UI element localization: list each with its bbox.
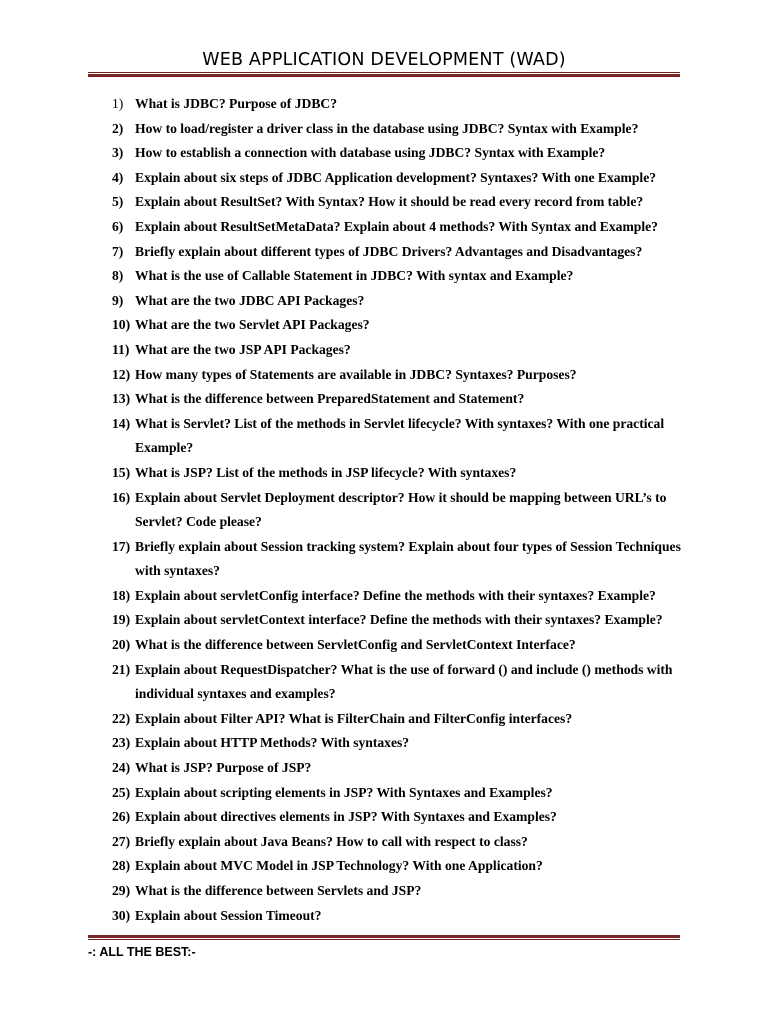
question-text: Explain about Servlet Deployment descriptor? How it should be mapping between URL’s to Servlet? Code please? (135, 489, 667, 530)
question-item (0, 904, 768, 929)
question-text: Explain about ResultSet? With Syntax? How it should be read every record from table? (135, 194, 644, 210)
question-number: 1) (112, 96, 124, 111)
question-number: 22) (112, 710, 131, 726)
question-text: Briefly explain about different types of JDBC Drivers? Advantages and Disadvantages? (135, 243, 643, 259)
question-item (0, 141, 768, 166)
question-text: What is Servlet? List of the methods in Servlet lifecycle? With syntaxes? With one practical Example? (135, 415, 665, 456)
question-text: What is JDBC? Purpose of JDBC? (135, 96, 338, 111)
question-item (0, 387, 768, 412)
question-item (0, 264, 768, 289)
question-text: Explain about servletContext interface? Define the methods with their syntaxes? Example? (135, 612, 663, 628)
question-text: Explain about HTTP Methods? With syntaxes? (135, 735, 410, 751)
question-item (0, 338, 768, 363)
question-item (0, 92, 768, 117)
question-list (0, 92, 768, 928)
question-item (0, 781, 768, 806)
question-number: 26) (112, 809, 131, 825)
question-item (0, 805, 768, 830)
footer-message: -: ALL THE BEST:- (88, 945, 196, 959)
question-number: 16) (112, 489, 131, 505)
question-number: 10) (112, 317, 131, 333)
header-divider-thick-line (88, 74, 680, 77)
header-divider (88, 72, 680, 77)
question-number: 25) (112, 784, 131, 800)
question-item (0, 879, 768, 904)
question-number: 11) (112, 341, 130, 357)
question-text: How to establish a connection with database using JDBC? Syntax with Example? (135, 145, 606, 161)
question-item (0, 830, 768, 855)
question-text: Explain about RequestDispatcher? What is the use of forward () and include () methods with individual syntaxes and examples? (135, 661, 673, 702)
question-text: What is JSP? Purpose of JSP? (135, 760, 312, 776)
question-number: 19) (112, 612, 131, 628)
question-text: How many types of Statements are available in JDBC? Syntaxes? Purposes? (135, 366, 577, 382)
question-item (0, 608, 768, 633)
question-text: Explain about scripting elements in JSP? With Syntaxes and Examples? (135, 784, 553, 800)
question-item (0, 707, 768, 732)
question-item (0, 215, 768, 240)
question-text: Explain about Session Timeout? (135, 907, 322, 923)
question-text: Briefly explain about Java Beans? How to call with respect to class? (135, 833, 528, 849)
question-number: 20) (112, 637, 131, 653)
question-number: 4) (112, 169, 124, 185)
question-item (0, 658, 768, 707)
question-text: What are the two JDBC API Packages? (135, 292, 365, 308)
question-number: 18) (112, 587, 131, 603)
question-item (0, 363, 768, 388)
question-number: 23) (112, 735, 131, 751)
question-number: 28) (112, 858, 131, 874)
question-number: 7) (112, 243, 124, 259)
footer-divider (88, 935, 680, 940)
question-number: 30) (112, 907, 131, 923)
question-text: How to load/register a driver class in the database using JDBC? Syntax with Example? (135, 120, 639, 136)
question-text: What are the two Servlet API Packages? (135, 317, 370, 333)
page-title: WEB APPLICATION DEVELOPMENT (WAD) (202, 50, 566, 70)
question-number: 13) (112, 391, 131, 407)
question-text: What are the two JSP API Packages? (135, 341, 351, 357)
question-text: Explain about Filter API? What is FilterChain and FilterConfig interfaces? (135, 710, 573, 726)
question-item (0, 486, 768, 535)
question-text: Explain about six steps of JDBC Application development? Syntaxes? With one Example? (135, 169, 657, 185)
header-divider-thin-line (88, 72, 680, 73)
footer-divider-thin-line (88, 939, 680, 940)
question-number: 8) (112, 268, 124, 284)
question-text: What is the difference between Servlets and JSP? (135, 883, 422, 898)
question-number: 15) (112, 464, 131, 480)
question-number: 5) (112, 194, 124, 210)
question-number: 29) (112, 883, 131, 898)
question-item (0, 313, 768, 338)
footer-divider-thick-line (88, 935, 680, 938)
question-item (0, 117, 768, 142)
question-item (0, 633, 768, 658)
question-text: What is the use of Callable Statement in JDBC? With syntax and Example? (135, 268, 574, 284)
question-item (0, 240, 768, 265)
question-number: 9) (112, 292, 124, 308)
question-text: Explain about directives elements in JSP? With Syntaxes and Examples? (135, 809, 557, 825)
question-number: 24) (112, 760, 131, 776)
question-text: Explain about servletConfig interface? Define the methods with their syntaxes? Example? (135, 587, 656, 603)
question-text: What is JSP? List of the methods in JSP lifecycle? With syntaxes? (135, 464, 517, 480)
question-item (0, 412, 768, 461)
question-item (0, 461, 768, 486)
question-number: 2) (112, 120, 124, 136)
question-text: Briefly explain about Session tracking system? Explain about four types of Session Techniques with syntaxes? (135, 538, 681, 579)
question-item (0, 731, 768, 756)
question-item (0, 289, 768, 314)
question-number: 12) (112, 366, 131, 382)
question-text: Explain about ResultSetMetaData? Explain about 4 methods? With Syntax and Example? (135, 218, 658, 234)
question-item (0, 584, 768, 609)
question-text: Explain about MVC Model in JSP Technology? With one Application? (135, 858, 543, 874)
question-number: 27) (112, 833, 131, 849)
question-text: What is the difference between ServletConfig and ServletContext Interface? (135, 637, 576, 653)
question-item (0, 756, 768, 781)
question-text: What is the difference between PreparedStatement and Statement? (135, 391, 525, 407)
question-number: 21) (112, 661, 131, 677)
question-number: 6) (112, 218, 124, 234)
question-item (0, 535, 768, 584)
question-item (0, 854, 768, 879)
question-item (0, 166, 768, 191)
question-number: 14) (112, 415, 131, 431)
question-number: 17) (112, 538, 131, 554)
question-number: 3) (112, 145, 124, 161)
question-item (0, 190, 768, 215)
